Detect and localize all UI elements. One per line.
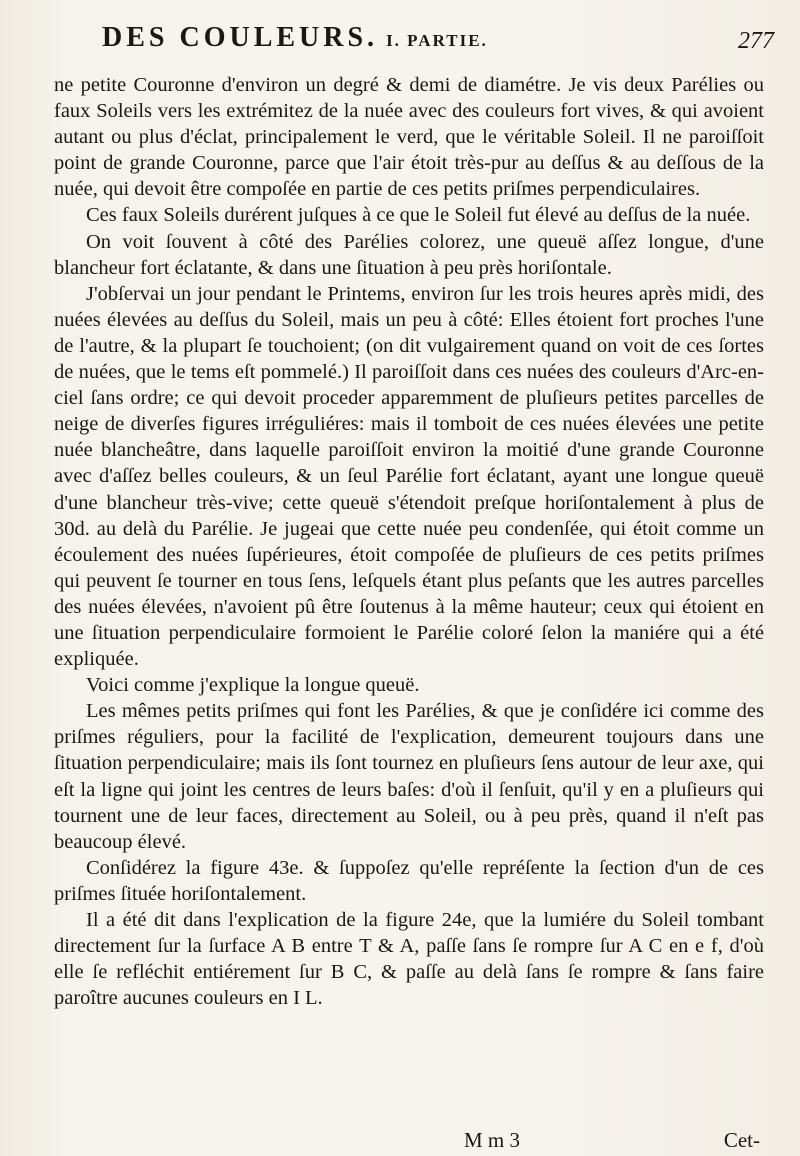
catchword: Cet- <box>723 1128 760 1152</box>
paragraph-2: Ces faux Soleils durérent juſques à ce que le Soleil fut élevé au deſſus de la nuée. <box>86 204 751 227</box>
paragraph-8: Il a été dit dans l'explication de la figure 24e, que la lumiére du Soleil tombant directement ſur la ſurface A B entre T & A, paſſe ſans ſe rompre ſur A C en e f, d'où elle ſe refléchit entiérement ſur B C, & paſſe au delà ſans ſe rompre & ſans faire paroître aucunes couleurs en I L. <box>54 909 764 1010</box>
paragraph-3: On voit ſouvent à côté des Parélies colorez, une queuë aſſez longue, d'une blancheur fort éclatante, & dans une ſituation à peu près horiſontale. <box>54 230 764 279</box>
paragraph-5: Voici comme j'explique la longue queuë. <box>86 674 420 697</box>
paragraph-7: Conſidérez la figure 43e. & ſuppoſez qu'elle repréſente la ſection d'un de ces priſmes ſituée horiſontalement. <box>54 856 764 905</box>
running-head-title: DES COULEURS. <box>102 22 379 53</box>
page-header <box>40 14 780 70</box>
page-footer <box>40 1128 760 1152</box>
running-head <box>102 22 488 54</box>
part-label: I. PARTIE. <box>386 31 488 50</box>
paragraph-6: Les mêmes petits priſmes qui font les Parélies, & que je conſidére ici comme des priſmes réguliers, pour la facilité de l'explication, demeurent toujours dans une ſituation perpendiculaire; mais ils ſont tournez en pluſieurs ſens autour de leur axe, qui eſt la ligne qui joint les centres de leurs baſes: d'où il ſenſuit, qu'il y en a pluſieurs qui tournent une de leur faces, directement au Soleil, ou à peu près, quand il n'eſt pas beaucoup élevé. <box>54 700 764 853</box>
page-number: 277 <box>738 28 774 54</box>
signature-mark: M m 3 <box>464 1128 521 1152</box>
paragraph-1: ne petite Couronne d'environ un degré & demi de diamétre. Je vis deux Parélies ou faux Soleils vers les extrémitez de la nuée avec des couleurs fort vives, & qui avoient autant ou plus d'éclat, principalement le verd, que le véritable Soleil. Il ne paroiſſoit point de grande Couronne, parce que l'air étoit très-pur au deſſus & au deſſous de la nuée, qui devoit être compoſée en partie de ces petits priſmes perpendiculaires. <box>54 74 764 201</box>
body-text <box>54 72 764 1011</box>
paragraph-4: J'obſervai un jour pendant le Printems, environ ſur les trois heures après midi, des nuées élevées au deſſus du Soleil, mais un peu à côté: Elles étoient fort proches l'une de l'autre, & la plupart ſe touchoient; (on dit vulgairement quand on voit de ces ſortes de nuées, que le tems eſt pommelé.) Il paroiſſoit dans ces nuées des couleurs d'Arc-en-ciel ſans ordre; ce qui devoit proceder apparemment de pluſieurs petites parcelles de neige de diverſes figures irréguliéres: mais il tomboit de ces nuées élevées une petite nuée blancheâtre, dans laquelle paroiſſoit environ la moitié d'une grande Couronne avec d'aſſez belles couleurs, & un ſeul Parélie fort éclatant, ayant une longue queuë d'une blancheur très-vive; cette queuë s'étendoit preſque horiſontalement à plus de 30d. au delà du Parélie. Je jugeai que cette nuée peu condenſée, qui étoit comme un écoulement des nuées ſupérieures, étoit compoſée de pluſieurs de ces petits priſmes qui peuvent ſe tourner en tous ſens, leſquels étant plus peſants que les autres parcelles des nuées élevées, n'avoient pû être ſoutenus à la même hauteur; ceux qui étoient en une ſituation perpendiculaire formoient le Parélie coloré ſelon la maniére qui a été expliquée. <box>54 282 764 671</box>
